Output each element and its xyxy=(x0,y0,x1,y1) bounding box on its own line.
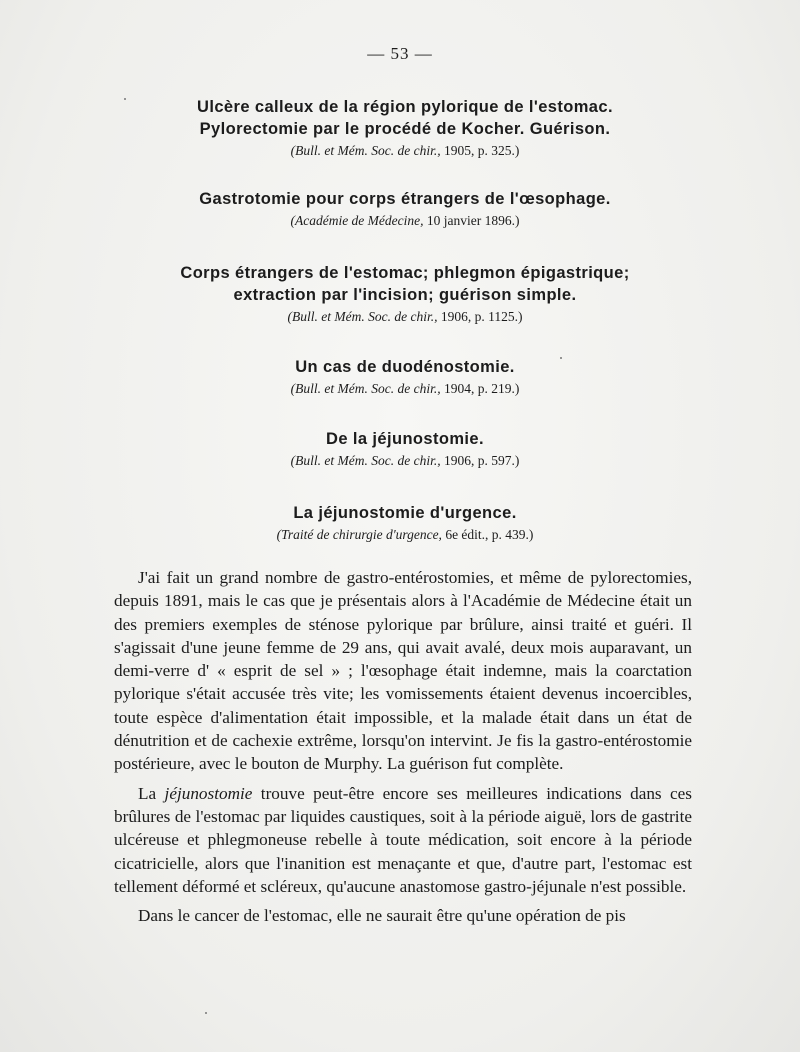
entry-reference xyxy=(110,141,700,161)
paragraph-rest: trouve peut-être encore ses meilleures indications dans ces brûlures de l'estomac par liquides caustiques, soit à la période aiguë, lors de gastrite ulcéreuse et phlegmoneuse rebelle à toute médication, soit encore à la période cicatricielle, alors que l'inanition est menaçante et que, d'autre part, l'estomac est tellement déformé et scléreux, qu'aucune anastomose gastro-jéjunale n'est possible. xyxy=(114,783,692,896)
entry-title-line: Gastrotomie pour corps étrangers de l'œsophage. xyxy=(199,190,611,208)
entry-title-line: La jéjunostomie d'urgence. xyxy=(293,504,517,522)
reference-source: (Bull. et Mém. Soc. de chir., xyxy=(290,143,441,158)
publication-entry xyxy=(110,96,700,161)
reference-source: (Académie de Médecine, xyxy=(290,213,424,228)
entry-title-line: Corps étrangers de l'estomac; phlegmon épigastrique; xyxy=(180,264,630,282)
entry-reference xyxy=(110,211,700,231)
page-number: — 53 — xyxy=(367,44,433,63)
emphasis: jéjunostomie xyxy=(164,783,253,803)
reference-source: (Bull. et Mém. Soc. de chir., xyxy=(290,453,441,468)
reference-source: (Bull. et Mém. Soc. de chir., xyxy=(287,309,438,324)
paper-speck xyxy=(560,357,562,359)
paragraph-lead: La xyxy=(138,783,165,803)
paragraph: J'ai fait un grand nombre de gastro-entérostomies, et même de pylorectomies, depuis 1891, mais le cas que je présentais alors à l'Académie de Médecine était un des premiers exemples de sténose pylorique par brûlure, ainsi traité et guéri. Il s'agissait d'une jeune femme de 29 ans, qui avait avalé, deux mois auparavant, un demi-verre d' « esprit de sel » ; l'œsophage était indemne, mais la coarctation pylorique s'était accusée très vite; les vomissements étaient devenus incoercibles, toute espèce d'alimentation était impossible, et la malade était dans un état de dénutrition et de cachexie extrême, lorsqu'on intervint. Je fis la gastro-entérostomie postérieure, avec le bouton de Murphy. La guérison fut complète. xyxy=(114,568,692,774)
reference-details: 6e édit., p. 439.) xyxy=(441,527,534,542)
publication-entry xyxy=(110,188,700,231)
entry-title-line: extraction par l'incision; guérison simple. xyxy=(233,286,577,304)
entry-title-line: De la jéjunostomie. xyxy=(326,430,484,448)
publication-entry xyxy=(110,356,700,399)
entry-reference xyxy=(110,307,700,327)
entry-title-line: Un cas de duodénostomie. xyxy=(295,358,515,376)
paper-speck xyxy=(205,1012,207,1014)
paragraph: Dans le cancer de l'estomac, elle ne saurait être qu'une opération de pis xyxy=(138,906,626,926)
publication-entry xyxy=(110,262,700,327)
reference-details: 10 janvier 1896.) xyxy=(423,213,520,228)
reference-details: 1905, p. 325.) xyxy=(440,143,520,158)
reference-details: 1906, p. 1125.) xyxy=(437,309,523,324)
reference-details: 1904, p. 219.) xyxy=(440,381,520,396)
paper-speck xyxy=(124,98,126,100)
body-text xyxy=(114,566,692,927)
reference-details: 1906, p. 597.) xyxy=(440,453,520,468)
entry-reference xyxy=(110,379,700,399)
entry-title-line: Ulcère calleux de la région pylorique de l'estomac. xyxy=(197,98,613,116)
reference-source: (Traité de chirurgie d'urgence, xyxy=(276,527,442,542)
entry-reference xyxy=(110,451,700,471)
paragraph xyxy=(114,782,692,898)
publication-entry xyxy=(110,428,700,471)
reference-source: (Bull. et Mém. Soc. de chir., xyxy=(290,381,441,396)
entry-title-line: Pylorectomie par le procédé de Kocher. Guérison. xyxy=(199,120,611,138)
publication-entry xyxy=(110,502,700,545)
entry-reference xyxy=(110,525,700,545)
